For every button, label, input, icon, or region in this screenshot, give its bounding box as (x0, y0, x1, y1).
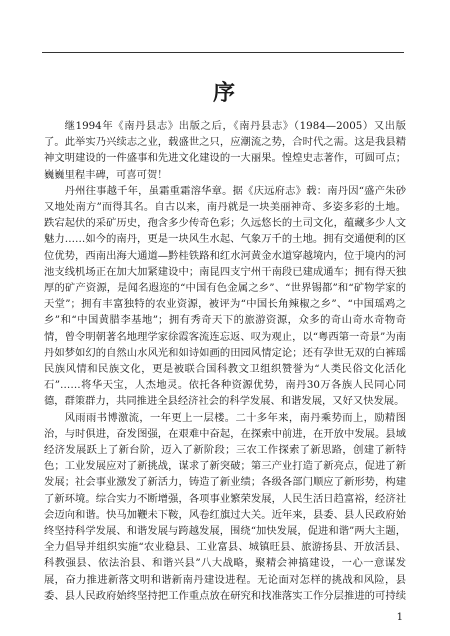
paragraph: 风雨雨书博激流，一年更上一层楼。二十多年来，南丹乘势而上，励精图治，与时俱进，奋发图强，在艰难中奋起，在探索中前进，在开放中发展。县域经济发展跃上了新台阶，迈入了新阶段；三农工作探索了新思路，创建了新特色；工业发展应对了新挑战，谋求了新突破；第三产业打造了新亮点，促进了新发展；社会事业激发了新活力，铸造了新业绩；各级各部门顺应了新形势，构建了新环境。综合实力不断增强，各项事业繁荣发展，人民生活日趋富裕，经济社会迈向和谐。快马加鞭未下鞍，风卷红旗过大关。近年来，县委、县人民政府始终坚持科学发展、和谐发展与跨越发展，围绕“加快发展，促进和谐”两大主题，全力倡导并组织实施“农业稳县、工业富县、城镇旺县、旅游扬县、开放活县、科教强县、依法治县、和谐兴县”八大战略，聚精会神搞建设，一心一意谋发展，奋力推进新落文明和谐新南丹建设进程。无论面对怎样的挑战和风险，县委、县人民政府始终坚持把工作重点放在研究和找准落实工作分层推进的可持续 (44, 411, 406, 602)
body-text (44, 118, 406, 604)
paragraph: 继1994年《南丹县志》出版之后，《南丹县志》（1984—2005）又出版了。此举实乃兴续志之业，载盛世之只，应潮流之势，合时代之需。这是我县精神文明建设的一件盛事和先进文化建设的一大丽果。惶煌史志著作，可圆可点；巍巍里程丰碑，可喜可贺！ (44, 120, 406, 181)
page-title: 序 (212, 80, 237, 106)
header-rule (42, 52, 404, 53)
paragraph: 丹州往事越千年，虽霜重霜溶华章。据《庆远府志》载：南丹因“盛产朱砂又地处南方”而得其名。自古以来，南丹就是一块美丽神奇、多姿多彩的土地。跌宕起伏的采矿历史，孢含多少传奇色彩；久远悠长的土司文化，蕴藏多少人文魅力……如今的南丹，更是一块风生水起、气象万千的土地。拥有交通便利的区位优势，西南出海大通道—黔桂铁路和红水河黄金水道穿越境内，位于境内的河池支线机场正在加大加紧建设中；南昆四支宁州干南段已建成通车；拥有得天独厚的矿产资源，是闻名遐迩的“中国有色金属之乡”、“世界锡都”和“矿物学家的天堂”；拥有丰富独特的农业资源，被评为“中国长角辣椒之乡”、“中国瑶鸡之乡”和“中国黄腊李基地”；拥有秀奇天下的旅游资源，众多的奇山奇水奇物奇情，曾令明朝著名地理学家徐霞客流连忘返、叹为观止，以“粤西第一奇景”为南丹如梦如幻的自然山水风光和如诗如画的田园风情定论；还有孕世无双的白裤瑶民族风情和民族文化，更是被联合国科教文卫组织赞誉为“人类民俗文化活化石”……将华天宝，人杰地灵。依托各种资源优势，南丹30万各族人民同心同德，群策群力，共同推进全县经济社会的科学发展、和谐发展，又好又快发展。 (44, 184, 406, 408)
page-number: 1 (396, 612, 403, 623)
